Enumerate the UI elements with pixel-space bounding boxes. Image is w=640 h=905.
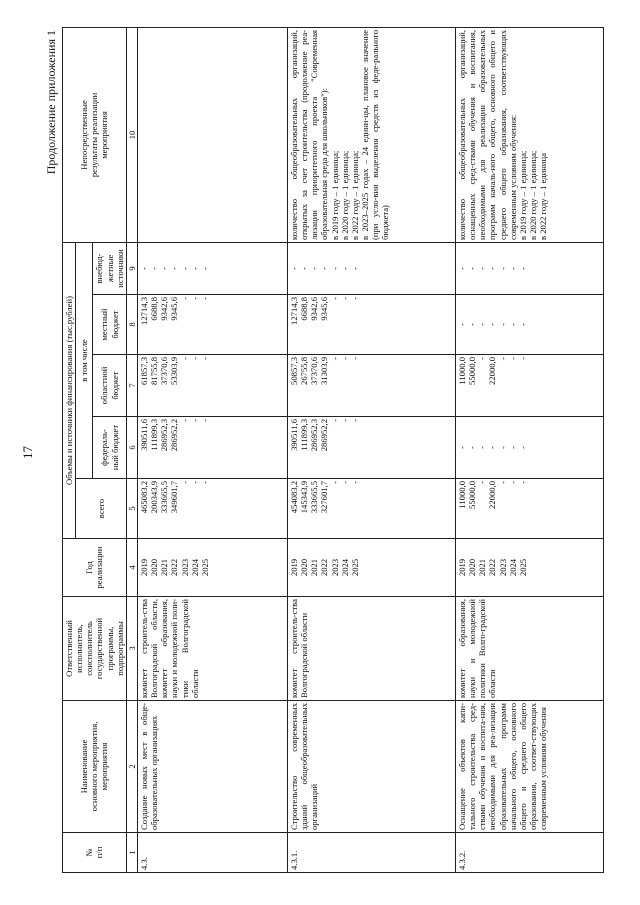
activity-name: Создание новых мест в обще-образовательных организациях [137,701,287,833]
header-responsible: Ответственный исполнитель, соисполнитель государственной программы, подпрограммы [63,597,127,701]
header-local: местный бюджет [93,295,126,355]
total-amounts: 465083,2 200343,9 333665,5 349601,7 - - - [137,479,287,539]
header-regional: областной бюджет [93,355,126,417]
responsible-executor: комитет строитель-ства Волгоградской области [287,597,455,701]
header-extra: внебюд- жетные источники [93,242,126,294]
page-number: 17 [20,446,35,459]
result-text: количество общеобразовательных организаций, оснащенных сред-ствами обучения и воспитания, необходимыми для реализации образовательных программ началь-ного общего, основного общего и среднего общего образования, соответствующих современным условиям обучения: в 2019 году – 1 единица; в 2020 году – 1 единица; в 2022 году – 1 единица [455,27,603,242]
extra-amounts: - - - - - - - [137,242,287,294]
colnum: 3 [126,597,137,701]
activity-name: Оснащение объектов капи-тального строительства сред-ствами обучения и воспита-ния, необходимыми для реа-лизации образовательных программ начального общего, основного общего и среднего общего образования, соответ-ствующих современным условиям обучения [455,701,603,833]
row-number: 4.3.2. [455,833,603,873]
regional-amounts: 61857,3 81755,8 37370,6 53303,9 - - - [137,355,287,417]
header-year: Год реализации [63,539,127,597]
local-amounts: 12714,3 6688,8 9342,6 9345,6 - - - [287,295,455,355]
extra-amounts: - - - - - - - [287,242,455,294]
table-row [137,27,287,872]
header-row-1 [63,27,76,872]
regional-amounts: 50857,3 26755,8 37370,6 31303,9 - - - [287,355,455,417]
continuation-label: Продолжение приложения 1 [44,30,58,175]
colnum: 7 [126,355,137,417]
colnum: 10 [126,27,137,242]
colnum: 4 [126,539,137,597]
federal-amounts: - - - - - - - [455,417,603,479]
header-results: Непосредственные результаты реализации мероприятия [63,27,127,242]
federal-amounts: 390511,6 111899,3 286952,3 286952,2 - - - [287,417,455,479]
table-row [287,27,455,872]
header-total: всего [76,479,127,539]
total-amounts: 11000,0 55000,0 - 22000,0 - - - [455,479,603,539]
federal-amounts: 390511,6 111899,3 286952,3 286952,2 - - - [137,417,287,479]
years: 2019 2020 2021 2022 2023 2024 2025 [455,539,603,597]
column-numbers-row [126,27,137,872]
activity-name: Строительство современных зданий общеобразовательных организаций [287,701,455,833]
header-name: Наименование основного мероприятия, мероприятия [63,701,127,833]
row-number: 4.3.1. [287,833,455,873]
header-incl: в том числе [76,242,93,478]
total-amounts: 454083,2 145343,9 333665,5 327601,7 - - - [287,479,455,539]
table-row [455,27,603,872]
colnum: 8 [126,295,137,355]
header-num: № п/п [63,833,127,873]
colnum: 6 [126,417,137,479]
result-text [137,27,287,242]
header-funding: Объемы и источники финансирования (тыс.рублей) [63,242,76,538]
local-amounts: - - - - - - - [455,295,603,355]
responsible-executor: комитет строитель-ства Волгоградской области, комитет образования, науки и молодежной поли-тики Волгоградской области [137,597,287,701]
years: 2019 2020 2021 2022 2023 2024 2025 [287,539,455,597]
responsible-executor: комитет образования, науки и молодежной политики Волго-градской области [455,597,603,701]
result-text: количество общеобразовательных организаций, открытых за счет строительства (продолжение реа-лизации приоритетного проекта "Современная образовательная среда для школьников"): в 2019 году – 1 единица; в 2020 году – 1 единица; в 2022 году – 1 единица; в 2023–2025 годах – 24 едини-цы, плановое значение (при усло-вии выделения средств из феде-рального бюджета) [287,27,455,242]
colnum: 2 [126,701,137,833]
colnum: 5 [126,479,137,539]
years: 2019 2020 2021 2022 2023 2024 2025 [137,539,287,597]
local-amounts: 12714,3 6688,8 9342,6 9345,6 - - - [137,295,287,355]
extra-amounts: - - - - - - - [455,242,603,294]
colnum: 1 [126,833,137,873]
row-number: 4.3. [137,833,287,873]
header-federal: федераль- ный бюджет [93,417,126,479]
colnum: 9 [126,242,137,294]
regional-amounts: 11000,0 55000,0 - 22000,0 - - - [455,355,603,417]
funding-table [62,27,604,873]
